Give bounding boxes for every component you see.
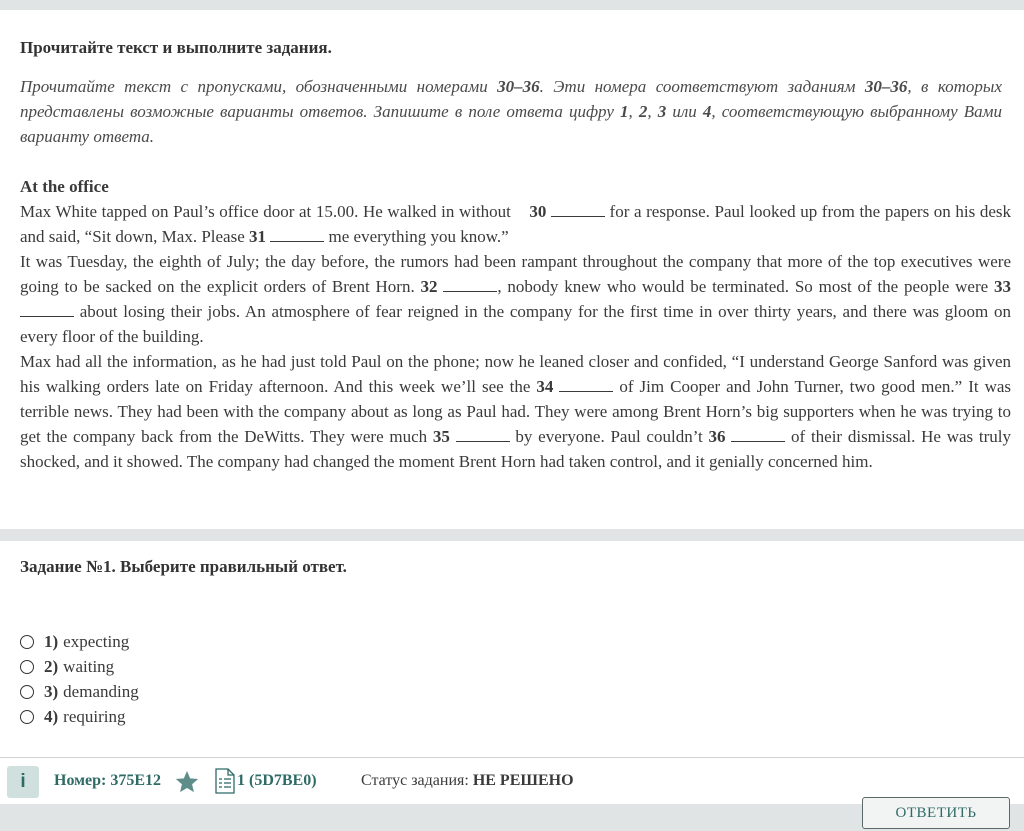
radio-button[interactable] <box>20 685 34 699</box>
gap-line <box>551 202 605 217</box>
passage-paragraph-2 <box>20 249 1011 349</box>
option-text: requiring <box>63 706 126 726</box>
document-list-icon[interactable] <box>215 768 235 794</box>
answer-option-1[interactable] <box>20 629 139 654</box>
info-icon[interactable]: i <box>7 766 39 798</box>
variant-link[interactable]: 1 (5D7BE0) <box>237 772 317 789</box>
task-number: Номер: 375E12 <box>54 772 162 789</box>
gap-number-32: 32 <box>420 277 438 296</box>
instr-range: 30–36 <box>864 77 908 96</box>
instr-text: , в которых представлены возможные варианты ответов. Запишите в поле ответа цифру <box>20 77 1002 121</box>
passage <box>20 174 1011 474</box>
option-number: 1) <box>44 631 59 651</box>
passage-title: At the office <box>20 177 109 196</box>
instr-text: , <box>628 102 639 121</box>
gap-number-31: 31 <box>249 227 266 246</box>
instr-text: или <box>666 102 703 121</box>
instr-digit: 4 <box>702 102 712 121</box>
passage-text: Max White tapped on Paul’s office door at 15.00. He walked in without <box>20 202 516 221</box>
passage-paragraph-3 <box>20 349 1011 474</box>
passage-text: for a response. Paul looked up from the papers on his desk and said, “Sit down, Max. Please <box>20 202 1012 246</box>
answer-option-3[interactable] <box>20 679 139 704</box>
passage-text: , nobody knew who would be terminated. So most of the people were <box>497 277 994 296</box>
gap-number-33: 33 <box>994 277 1011 296</box>
instr-text: , <box>647 102 658 121</box>
passage-text: about losing their jobs. An atmosphere of fear reigned in the company for the first time in over thirty years, and there was gloom on every floor of the building. <box>20 302 1011 346</box>
status-value: НЕ РЕШЕНО <box>472 772 574 789</box>
task-status <box>361 772 574 790</box>
instr-digit: 1 <box>619 102 629 121</box>
status-label: Статус задания: <box>361 772 469 789</box>
radio-button[interactable] <box>20 635 34 649</box>
option-text: waiting <box>63 656 115 676</box>
gap-line <box>20 302 74 317</box>
option-number: 2) <box>44 656 59 676</box>
instructions <box>20 74 1002 149</box>
gap-line <box>559 377 613 392</box>
answer-option-2[interactable] <box>20 654 139 679</box>
gap-line <box>270 227 324 242</box>
option-text: expecting <box>63 631 130 651</box>
instr-text: , соответствующую выбранному Вами варианту ответа. <box>20 102 1003 146</box>
gap-number-30: 30 <box>529 202 547 221</box>
instr-range: 30–36 <box>497 77 540 96</box>
section-heading: Прочитайте текст и выполните задания. <box>20 38 332 57</box>
gap-line <box>731 427 785 442</box>
answer-option-4[interactable] <box>20 704 139 729</box>
passage-text: by everyone. Paul couldn’t <box>509 427 709 446</box>
star-icon[interactable] <box>174 769 200 795</box>
passage-paragraph-1 <box>20 199 1011 249</box>
instr-digit: 2 <box>638 102 648 121</box>
gap-number-36: 36 <box>708 427 726 446</box>
gap-number-35: 35 <box>432 427 450 446</box>
instr-text: . Эти номера соответствуют заданиям <box>539 77 865 96</box>
answer-options <box>20 629 139 729</box>
option-number: 3) <box>44 681 59 701</box>
option-text: demanding <box>63 681 139 701</box>
instr-digit: 3 <box>657 102 667 121</box>
instr-text: Прочитайте текст с пропусками, обозначенными номерами <box>20 77 498 96</box>
passage-text: Max had all the information, as he had just told Paul on the phone; now he leaned closer and confided, “I understand George Sanford was given his walking orders late on Friday afternoon. And this week we’ll see the <box>20 352 1011 396</box>
radio-button[interactable] <box>20 660 34 674</box>
task-heading: Задание №1. Выберите правильный ответ. <box>20 557 347 576</box>
passage-text: me everything you know.” <box>324 227 509 246</box>
option-number: 4) <box>44 706 59 726</box>
gap-line <box>456 427 510 442</box>
text-panel <box>0 10 1024 529</box>
radio-button[interactable] <box>20 710 34 724</box>
gap-number-34: 34 <box>536 377 554 396</box>
passage-text: of Jim Cooper and John Turner, two good men.” It was terrible news. They had been with the company about as long as Paul had. They were among Brent Horn’s big supporters when he was trying to get the company back from the DeWitts. They were much <box>20 377 1012 446</box>
passage-text: of their dismissal. He was truly shocked, and it showed. The company had changed the moment Brent Horn had taken control, and it genially concerned him. <box>20 427 1011 471</box>
passage-text: It was Tuesday, the eighth of July; the day before, the rumors had been rampant throughout the company that more of the top executives were going to be sacked on the explicit orders of Brent Horn. <box>20 252 1011 296</box>
gap-line <box>443 277 497 292</box>
answer-button[interactable]: ОТВЕТИТЬ <box>862 797 1010 829</box>
task-panel <box>0 541 1024 757</box>
